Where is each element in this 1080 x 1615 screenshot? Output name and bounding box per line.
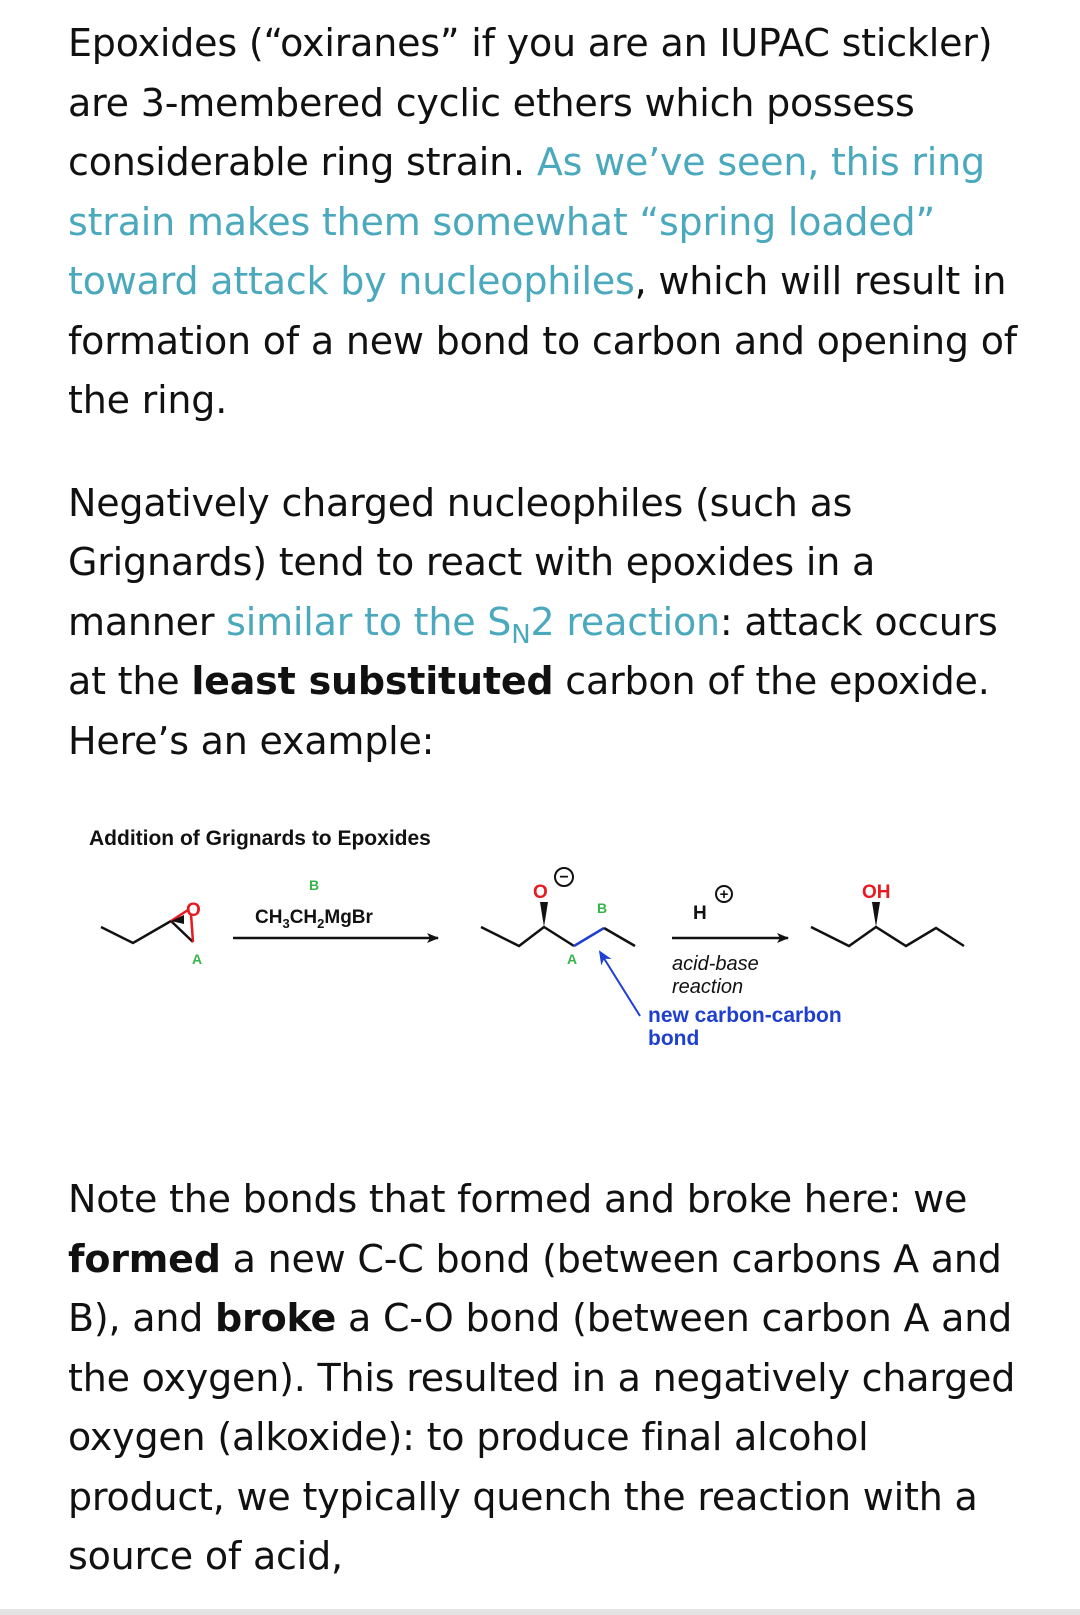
figure-title: Addition of Grignards to Epoxides [89,827,431,850]
grignard-text-1: Negatively charged nucleophiles (such as Grignards) tend to react with epoxides in a manner [68,480,876,644]
reaction-scheme-figure [0,820,1080,1100]
bonds-text-2: a new C-C bond (between carbons A and B), and [68,1236,1002,1340]
paragraph-intro [68,14,1028,431]
acid-base-label-line1: acid-base [672,953,759,975]
alkoxide-carbon-b-label: B [597,900,608,916]
acid-workup-step [672,886,788,998]
article-body [68,14,1028,771]
reaction-scheme-svg [0,820,1080,1100]
epoxide-carbon-a-label: A [192,951,203,967]
alcohol-wedge [872,902,880,927]
grignard-reagent-label [255,907,374,931]
grignard-text-2: : attack occurs at the [68,599,998,703]
alkoxide-chain [481,927,574,946]
grignard-text-3: carbon of the epoxide. Here’s an example: [68,659,990,763]
new-bond-label-line2: bond [648,1027,700,1050]
sn2-link-text: similar to the S [226,599,512,644]
least-substituted-bold: least substituted [191,659,554,703]
sn2-link-suffix: 2 reaction [530,599,720,644]
bonds-text-1: Note the bonds that formed and broke here: we [68,1177,968,1221]
new-bond-label-line1: new carbon-carbon [648,1004,842,1027]
positive-charge-sign: + [719,886,729,903]
ring-strain-link[interactable]: As we’ve seen, this ring strain makes them somewhat “spring loaded” toward attack by nucleophiles [68,140,985,303]
reagent-subscript-3: 3 [282,916,290,931]
alkoxide-tail [604,928,635,946]
bonds-text-3: a C-O bond (between carbon A and the oxygen). This resulted in a negatively charged oxygen (alkoxide): to produce final alcohol product, we typically quench the reaction with a source of acid, [68,1296,1016,1578]
grignard-step [233,877,438,938]
acid-base-label-line2: reaction [672,976,744,998]
alcohol-chain [811,927,964,946]
alkoxide-new-bond [574,928,604,946]
reagent-ch-1: CH [255,907,283,928]
epoxide-ring-bond [171,921,193,942]
paragraph-bonds [68,1170,1028,1587]
proton-label: H [693,903,707,924]
bottom-divider [0,1609,1080,1615]
alkoxide-wedge [540,902,548,927]
alcohol-product [811,882,964,946]
reagent-ch-2: CH [289,907,318,928]
formed-bold: formed [68,1236,221,1281]
reagent-mgbr: MgBr [324,907,373,928]
reagent-carbon-b-label: B [309,877,320,893]
alkoxide-carbon-a-label: A [567,951,578,967]
alcohol-oh-label: OH [862,882,891,903]
broke-bold: broke [215,1296,337,1340]
paragraph-grignard [68,474,1028,772]
sn2-link[interactable] [226,599,720,650]
alkoxide-oxygen-label: O [533,882,548,903]
epoxide-molecule [101,900,202,967]
reagent-subscript-2: 2 [317,916,325,931]
negative-charge-sign: − [559,869,569,886]
new-bond-arrow [600,952,640,1016]
epoxide-chain [101,921,171,943]
alkoxide-intermediate [481,868,635,967]
intro-text-1: Epoxides (“oxiranes” if you are an IUPAC stickler) are 3-membered cyclic ethers which possess considerable ring strain. [68,21,993,184]
epoxide-oxygen-label: O [186,900,201,921]
paragraph-bonds-text [68,1170,1028,1587]
sn2-link-subscript: N [511,619,531,650]
intro-text-2: , which will result in formation of a new bond to carbon and opening of the ring. [68,259,1017,422]
